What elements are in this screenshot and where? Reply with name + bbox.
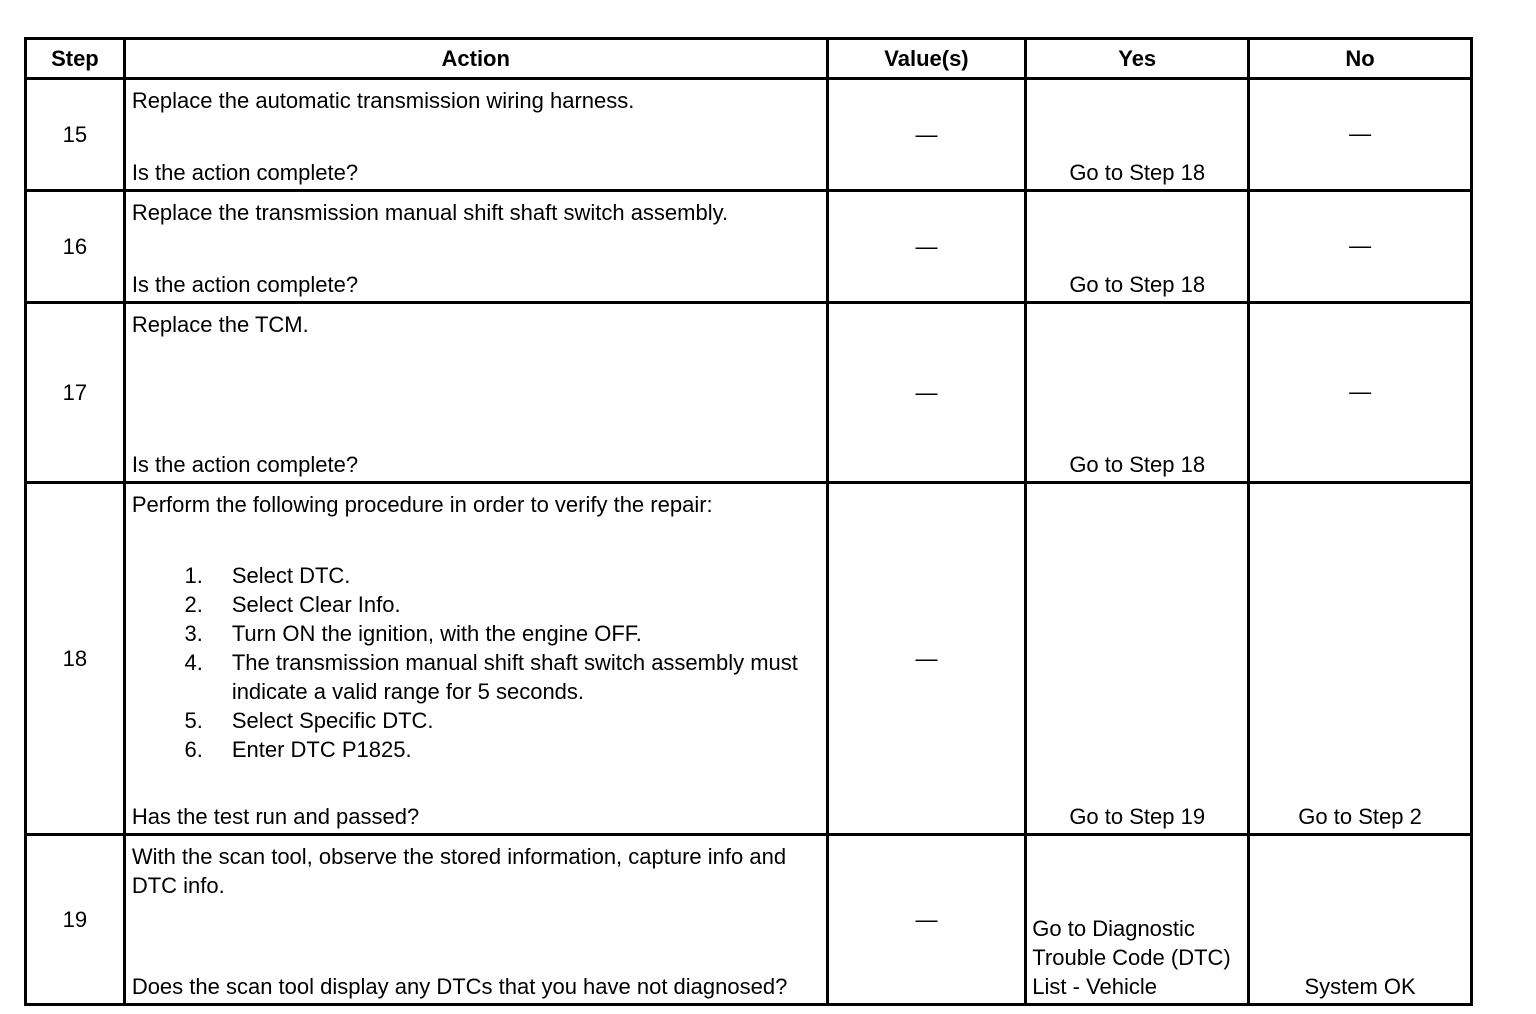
yes-cell: Go to Step 19 [1026,483,1249,835]
step-number: 18 [26,483,125,835]
list-item-number: 3. [184,621,203,646]
action-cell [124,835,827,1005]
no-cell: — [1249,303,1472,483]
header-yes: Yes [1026,39,1249,79]
header-row [26,39,1472,79]
header-action: Action [124,39,827,79]
list-item-number: 6. [184,737,203,762]
value-cell: — [827,191,1026,303]
diagnostic-table [24,37,1473,1006]
action-instruction: Replace the transmission manual shift shaft switch assembly. [131,200,729,225]
action-instruction: Perform the following procedure in order to verify the repair: [131,492,713,517]
step-number: 16 [26,191,125,303]
no-cell: Go to Step 2 [1249,483,1472,835]
action-question: Is the action complete? [131,272,359,297]
action-instruction: Replace the TCM. [131,312,309,337]
action-cell [124,483,827,835]
action-cell [124,303,827,483]
list-item-text: Select DTC. [231,563,351,588]
value-cell: — [827,303,1026,483]
step-number: 17 [26,303,125,483]
procedure-list [132,561,826,764]
table-row-step-19 [26,835,1472,1005]
action-instruction: Replace the automatic transmission wiring harness. [131,88,635,113]
table-row-step-17 [26,303,1472,483]
yes-cell: Go to Diagnostic Trouble Code (DTC) List - Vehicle [1026,835,1249,1005]
list-item-text: Select Specific DTC. [231,708,434,733]
action-question: Has the test run and passed? [131,804,420,829]
list-item-number: 5. [184,708,203,733]
action-question: Is the action complete? [131,160,359,185]
list-item-number: 4. [184,650,203,675]
list-item [132,735,826,764]
value-cell: — [827,483,1026,835]
list-item [132,561,826,590]
value-cell: — [827,79,1026,191]
header-no: No [1249,39,1472,79]
list-item [132,619,826,648]
no-cell: System OK [1249,835,1472,1005]
yes-cell: Go to Step 18 [1026,303,1249,483]
step-number: 19 [26,835,125,1005]
no-cell: — [1249,79,1472,191]
table-row-step-18 [26,483,1472,835]
yes-cell: Go to Step 18 [1026,79,1249,191]
action-cell [124,191,827,303]
list-item-text: Enter DTC P1825. [231,737,412,762]
no-cell: — [1249,191,1472,303]
action-question: Is the action complete? [131,452,359,477]
step-number: 15 [26,79,125,191]
action-question: Does the scan tool display any DTCs that you have not diagnosed? [131,974,788,999]
list-item [132,648,826,706]
list-item [132,706,826,735]
list-item-number: 2. [184,592,203,617]
table-row-step-16 [26,191,1472,303]
list-item-text: Turn ON the ignition, with the engine OFF. [231,621,642,646]
list-item-number: 1. [184,563,203,588]
value-cell: — [827,835,1026,1005]
header-values: Value(s) [827,39,1026,79]
yes-cell: Go to Step 18 [1026,191,1249,303]
table-row-step-15 [26,79,1472,191]
list-item-text: Select Clear Info. [231,592,401,617]
action-instruction: With the scan tool, observe the stored information, capture info and DTC info. [131,844,787,898]
header-step: Step [26,39,125,79]
list-item [132,590,826,619]
list-item-text: The transmission manual shift shaft switch assembly must indicate a valid range for 5 seconds. [231,650,798,704]
action-cell [124,79,827,191]
